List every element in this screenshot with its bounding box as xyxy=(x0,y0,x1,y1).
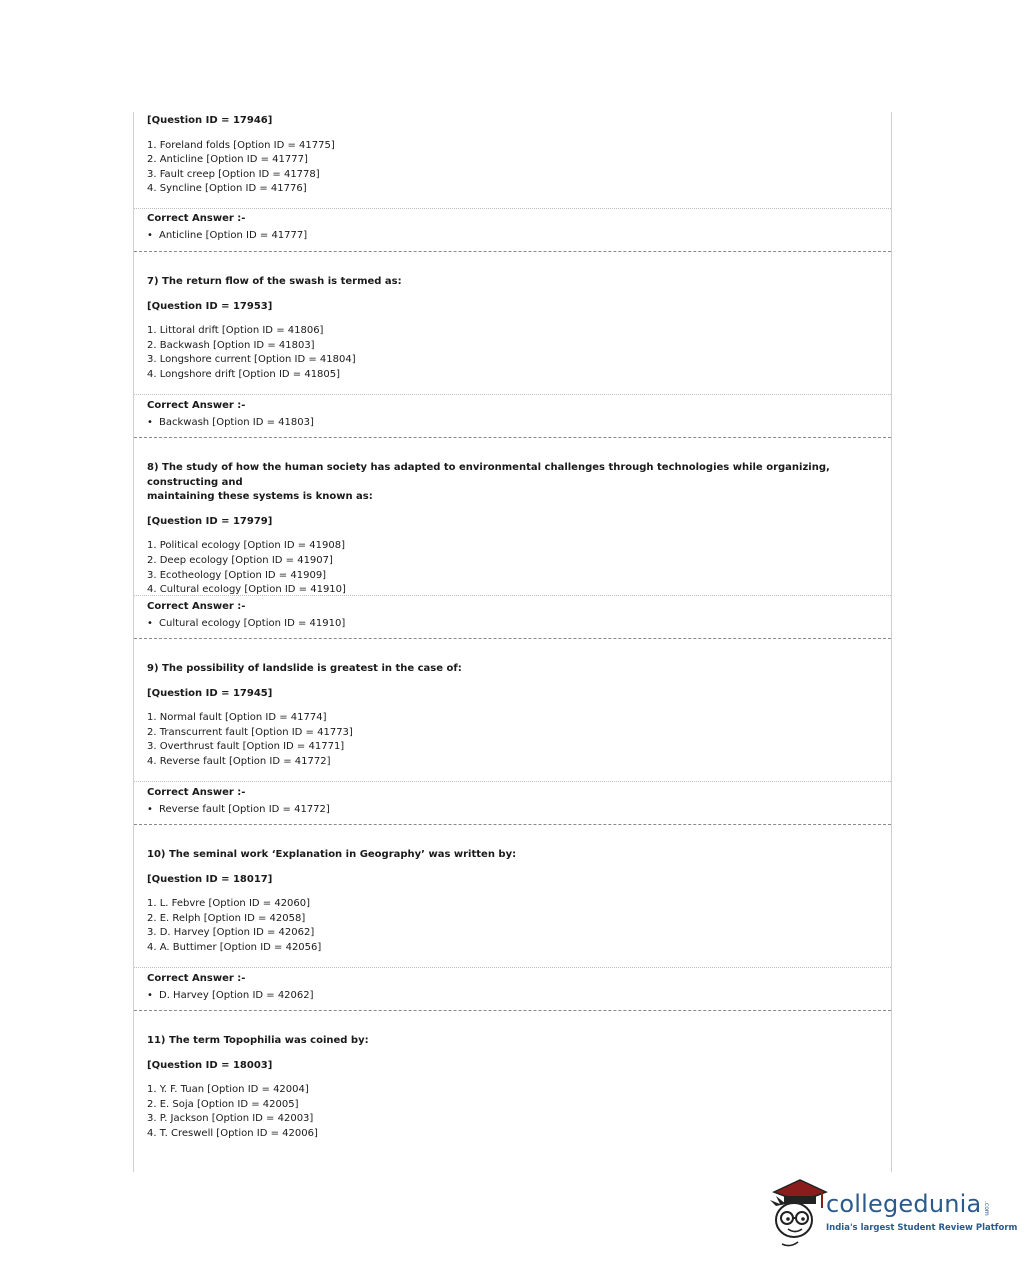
bullet-icon: • xyxy=(147,803,153,815)
option-item: 4. T. Creswell [Option ID = 42006] xyxy=(147,1127,318,1139)
options-list xyxy=(147,711,879,769)
answer-title: Correct Answer :- xyxy=(147,213,246,224)
correct-answer: D. Harvey [Option ID = 42062] xyxy=(159,989,314,1001)
option-item: 4. Reverse fault [Option ID = 41772] xyxy=(147,755,331,767)
collegedunia-logo xyxy=(764,1176,1018,1248)
question-8-block xyxy=(147,461,879,598)
option-item: 1. Y. F. Tuan [Option ID = 42004] xyxy=(147,1084,309,1096)
question-text-line-1: 8) The study of how the human society has adapted to environmental challenges through technologies while organizing, constructing and xyxy=(147,462,830,488)
option-item: 3. Overthrust fault [Option ID = 41771] xyxy=(147,741,345,753)
options-list xyxy=(147,324,879,382)
option-item: 3. Ecotheology [Option ID = 41909] xyxy=(147,569,327,581)
option-item: 2. E. Soja [Option ID = 42005] xyxy=(147,1098,299,1110)
option-item: 1. Normal fault [Option ID = 41774] xyxy=(147,712,327,724)
bullet-icon: • xyxy=(147,989,153,1001)
answer-divider xyxy=(134,394,891,395)
option-item: 1. Political ecology [Option ID = 41908] xyxy=(147,540,346,552)
question-divider xyxy=(134,824,891,825)
question-text: 7) The return flow of the swash is termed as: xyxy=(147,276,402,287)
answer-block xyxy=(147,972,879,1003)
answer-block xyxy=(147,212,879,243)
question-7-block xyxy=(147,275,879,383)
option-item: 2. E. Relph [Option ID = 42058] xyxy=(147,912,306,924)
option-item: 2. Deep ecology [Option ID = 41907] xyxy=(147,554,333,566)
option-item: 4. Syncline [Option ID = 41776] xyxy=(147,183,307,195)
option-item: 3. Fault creep [Option ID = 41778] xyxy=(147,168,320,180)
question-text: 9) The possibility of landslide is greatest in the case of: xyxy=(147,663,462,674)
bullet-icon: • xyxy=(147,617,153,629)
option-item: 2. Anticline [Option ID = 41777] xyxy=(147,154,308,166)
question-divider xyxy=(134,437,891,438)
options-list xyxy=(147,139,879,197)
question-id: [Question ID = 17953] xyxy=(147,300,273,312)
question-text-line-2: maintaining these systems is known as: xyxy=(147,491,373,503)
option-item: 4. Longshore drift [Option ID = 41805] xyxy=(147,368,341,380)
question-id: [Question ID = 17979] xyxy=(147,515,273,527)
question-9-block xyxy=(147,662,879,770)
question-divider xyxy=(134,251,891,252)
question-text: 10) The seminal work ‘Explanation in Geography’ was written by: xyxy=(147,849,517,860)
answer-divider xyxy=(134,595,891,596)
options-list xyxy=(147,1083,879,1141)
option-item: 3. Longshore current [Option ID = 41804] xyxy=(147,354,356,366)
options-list xyxy=(147,897,879,955)
option-item: 1. Foreland folds [Option ID = 41775] xyxy=(147,139,335,151)
answer-title: Correct Answer :- xyxy=(147,400,246,411)
mascot-icon xyxy=(764,1176,828,1248)
question-id: [Question ID = 18003] xyxy=(147,1059,273,1071)
option-item: 3. D. Harvey [Option ID = 42062] xyxy=(147,927,315,939)
correct-answer: Anticline [Option ID = 41777] xyxy=(159,229,308,241)
answer-divider xyxy=(134,208,891,209)
answer-divider xyxy=(134,781,891,782)
answer-title: Correct Answer :- xyxy=(147,973,246,984)
logo-dotcom: .com xyxy=(983,1201,990,1216)
logo-tagline: India's largest Student Review Platform xyxy=(826,1223,1018,1233)
question-divider xyxy=(134,638,891,639)
answer-block xyxy=(147,600,879,631)
logo-wordmark: collegedunia xyxy=(826,1190,982,1218)
option-item: 2. Transcurrent fault [Option ID = 41773] xyxy=(147,726,353,738)
answer-divider xyxy=(134,967,891,968)
correct-answer: Cultural ecology [Option ID = 41910] xyxy=(159,617,346,629)
question-divider xyxy=(134,1010,891,1011)
question-10-block xyxy=(147,848,879,956)
answer-block xyxy=(147,786,879,817)
correct-answer: Backwash [Option ID = 41803] xyxy=(159,416,314,428)
answer-title: Correct Answer :- xyxy=(147,601,246,612)
option-item: 1. L. Febvre [Option ID = 42060] xyxy=(147,898,311,910)
answer-block xyxy=(147,399,879,430)
options-list xyxy=(147,539,879,597)
question-6-block xyxy=(147,114,879,197)
option-item: 1. Littoral drift [Option ID = 41806] xyxy=(147,325,324,337)
option-item: 2. Backwash [Option ID = 41803] xyxy=(147,339,315,351)
question-id: [Question ID = 17945] xyxy=(147,687,273,699)
bullet-icon: • xyxy=(147,229,153,241)
question-text: 11) The term Topophilia was coined by: xyxy=(147,1035,369,1046)
correct-answer: Reverse fault [Option ID = 41772] xyxy=(159,803,330,815)
answer-title: Correct Answer :- xyxy=(147,787,246,798)
question-11-block xyxy=(147,1034,879,1142)
bullet-icon: • xyxy=(147,416,153,428)
question-sheet xyxy=(133,112,892,1172)
option-item: 4. Cultural ecology [Option ID = 41910] xyxy=(147,584,346,596)
option-item: 3. P. Jackson [Option ID = 42003] xyxy=(147,1113,314,1125)
question-id: [Question ID = 17946] xyxy=(147,115,273,126)
question-id: [Question ID = 18017] xyxy=(147,873,273,885)
option-item: 4. A. Buttimer [Option ID = 42056] xyxy=(147,941,322,953)
